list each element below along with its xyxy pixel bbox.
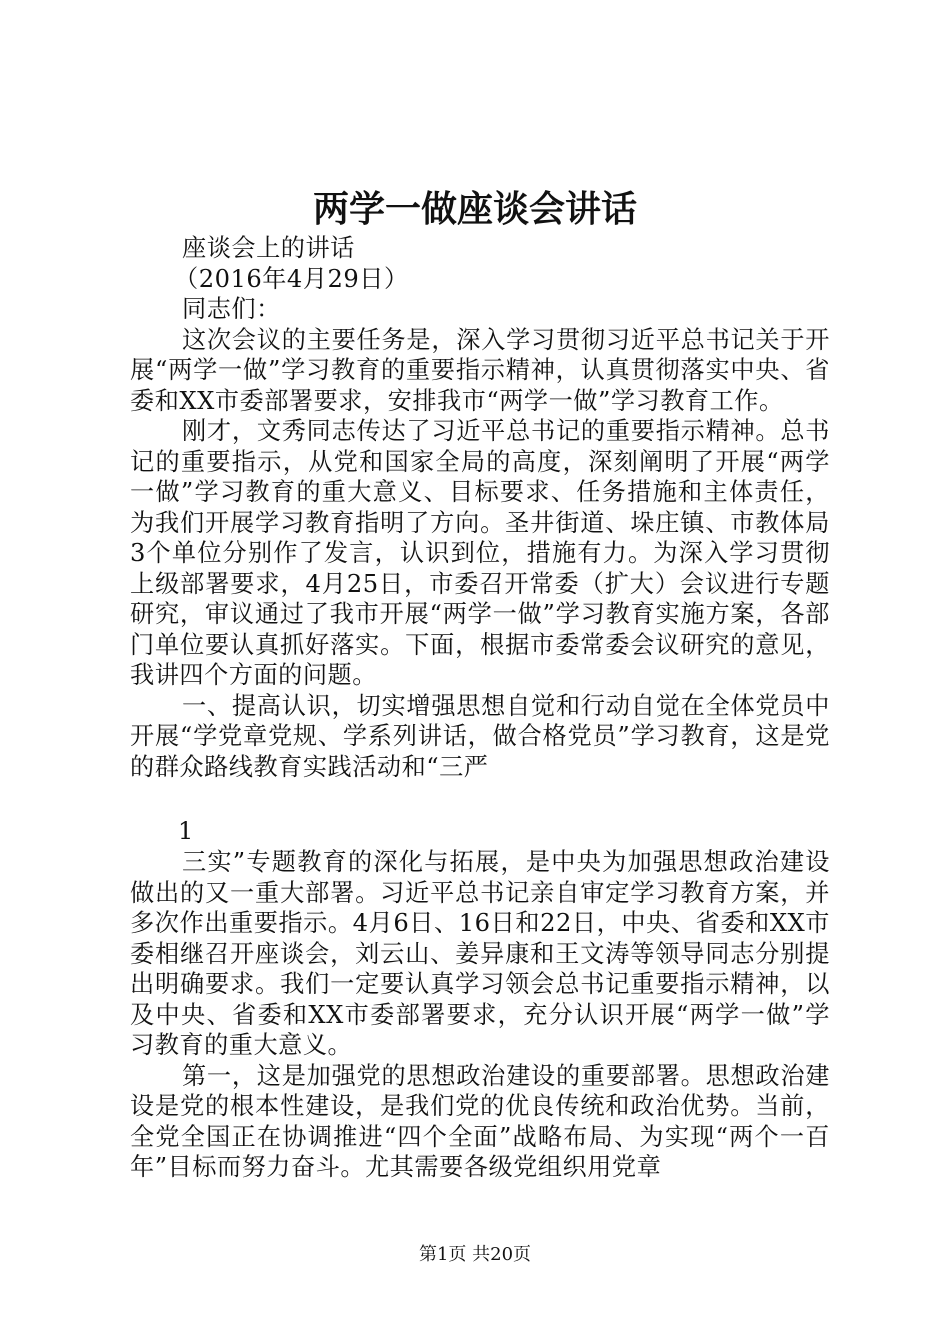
section-heading-paragraph: 一、提高认识，切实增强思想自觉和行动自觉在全体党员中开展“学党章党规、学系列讲话，做合格党员”学习教育，这是党的群众路线教育实践活动和“三严	[130, 691, 830, 781]
body-paragraph: 第一，这是加强党的思想政治建设的重要部署。思想政治建设是党的根本性建设，是我们党的优良传统和政治优势。当前，全党全国正在协调推进“四个全面”战略布局、为实现“两个一百年”目标而努力奋斗。尤其需要各级党组织用党章	[130, 1061, 830, 1181]
salutation: 同志们：	[182, 295, 281, 323]
inline-page-number: 1	[178, 817, 194, 845]
body-paragraph: 刚才，文秀同志传达了习近平总书记的重要指示精神。总书记的重要指示，从党和国家全局的高度，深刻阐明了开展“两学一做”学习教育的重大意义、目标要求、任务措施和主体责任，为我们开展学习教育指明了方向。圣井街道、垛庄镇、市教体局3个单位分别作了发言，认识到位，措施有力。为深入学习贯彻上级部署要求，4月25日，市委召开常委（扩大）会议进行专题研究，审议通过了我市开展“两学一做”学习教育实施方案，各部门单位要认真抓好落实。下面，根据市委常委会议研究的意见，我讲四个方面的问题。	[130, 417, 830, 689]
speech-subtitle: 座谈会上的讲话	[182, 234, 355, 262]
body-paragraph: 这次会议的主要任务是，深入学习贯彻习近平总书记关于开展“两学一做”学习教育的重要指示精神，认真贯彻落实中央、省委和XX市委部署要求，安排我市“两学一做”学习教育工作。	[130, 325, 830, 415]
document-body-section-2	[130, 847, 830, 1183]
document-title: 两学一做座谈会讲话	[312, 188, 637, 230]
speech-date: （2016年4月29日）	[174, 264, 409, 293]
body-paragraph: 三实”专题教育的深化与拓展，是中央为加强思想政治建设做出的又一重大部署。习近平总书记亲自审定学习教育方案，并多次作出重要指示。4月6日、16日和22日，中央、省委和XX市委相继召开座谈会，刘云山、姜异康和王文涛等领导同志分别提出明确要求。我们一定要认真学习领会总书记重要指示精神，以及中央、省委和XX市委部署要求，充分认识开展“两学一做”学习教育的重大意义。	[130, 848, 830, 1059]
document-body-section-1	[130, 233, 830, 782]
page-footer: 第1页 共20页	[418, 1244, 532, 1265]
